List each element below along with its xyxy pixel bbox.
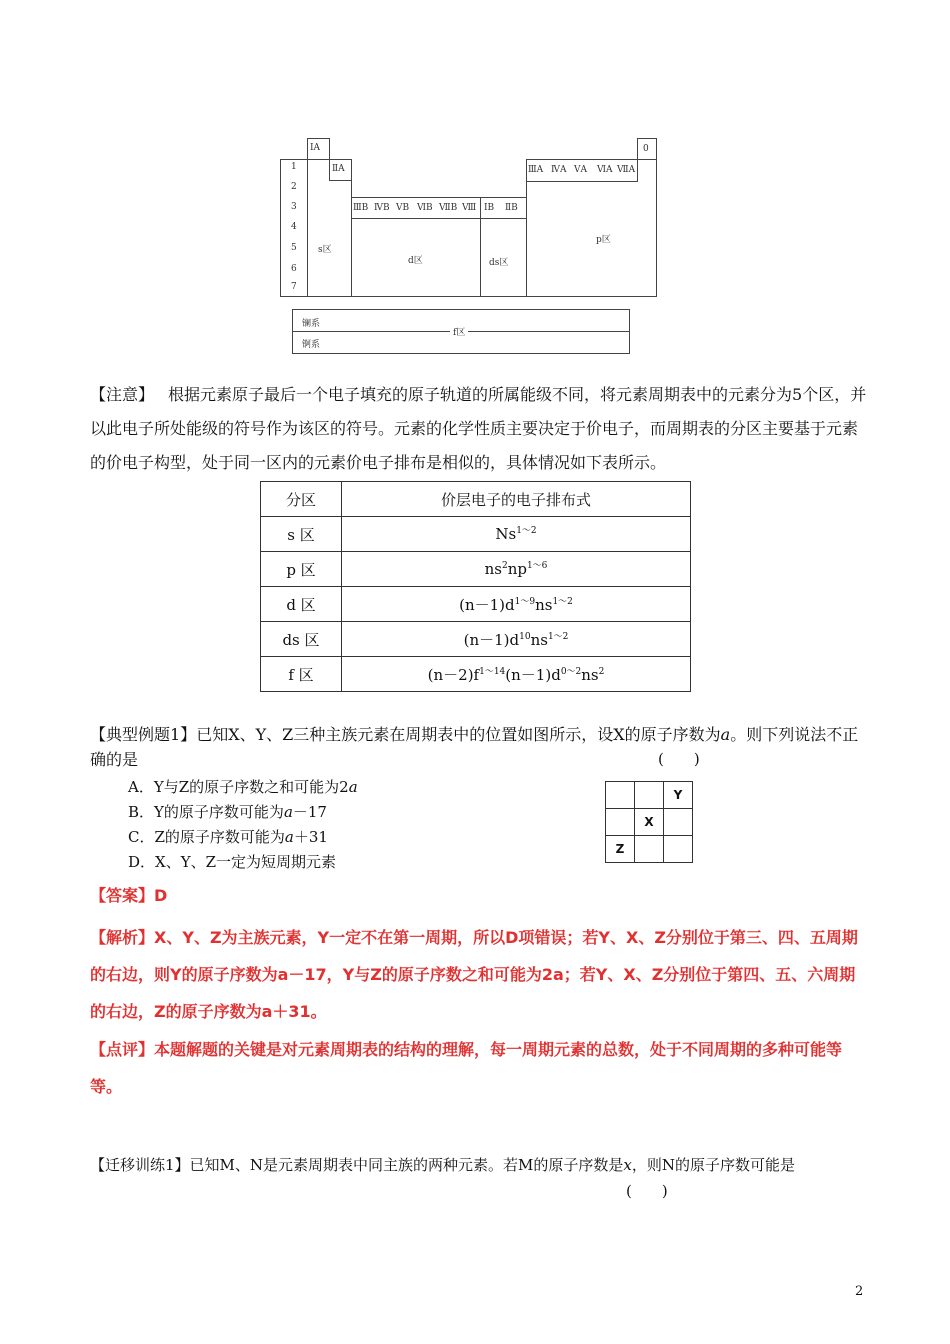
- answer-value: D: [154, 886, 168, 905]
- example-tag: 【典型例题1】: [90, 725, 197, 744]
- table-header-row: [261, 482, 691, 517]
- grid-cell: [664, 809, 693, 836]
- block-cell: ds 区: [261, 622, 342, 657]
- group-label: 0: [643, 144, 649, 154]
- config-cell: $Ns^{1\sim 2}$: [342, 517, 691, 552]
- group-label: ⅢB: [353, 203, 369, 213]
- table-row: [261, 622, 691, 657]
- analysis-paragraph: [90, 919, 870, 1030]
- group-label: ⅦA: [617, 165, 636, 175]
- block-cell: f 区: [261, 657, 342, 692]
- analysis-tag: 【解析】: [90, 928, 155, 947]
- note-text: 根据元素原子最后一个电子填充的原子轨道的所属能级不同，将元素周期表中的元素分为5个区，并以此电子所处能级的符号作为该区的符号。元素的化学性质主要决定于价电子，而周期表的分区主要基于元素的价电子构型，处于同一区内的元素价电子排布是相似的，具体情况如下表所示。: [90, 385, 867, 472]
- transfer-parentheses: ( ): [626, 1182, 668, 1200]
- grid-cell: [635, 836, 664, 863]
- period-label: 6: [291, 264, 297, 274]
- example-stem: 【典型例题1】已知X、Y、Z三种主族元素在周期表中的位置如图所示，设X的原子序数为a。则下列说法不正确的是: [90, 725, 859, 769]
- period-label: 5: [291, 243, 297, 253]
- table-row: [261, 517, 691, 552]
- option-d: D．X、Y、Z一定为短周期元素: [128, 853, 337, 871]
- answer-line: [90, 883, 167, 906]
- config-cell: $(n-1)d^{1\sim 9}ns^{1\sim 2}$: [342, 587, 691, 622]
- table-row: [261, 587, 691, 622]
- comment-paragraph: [90, 1031, 870, 1105]
- group-label: ⅣB: [374, 203, 390, 213]
- actinides-label: 锕系: [302, 340, 321, 350]
- transfer-stem: 【迁移训练1】已知M、N是元素周期表中同主族的两种元素。若M的原子序数是x，则N的原子序数可能是: [90, 1156, 796, 1174]
- s-block-label: s区: [318, 245, 332, 255]
- group-label: ⅠA: [310, 143, 321, 153]
- period-label: 2: [291, 182, 297, 192]
- grid-cell: [664, 836, 693, 863]
- group-label: ⅥB: [417, 203, 433, 213]
- f-block-label: f区: [450, 325, 468, 338]
- ds-block-label: ds区: [489, 258, 509, 268]
- block-cell: s 区: [261, 517, 342, 552]
- period-label: 1: [291, 162, 297, 172]
- note-tag: 【注意】: [90, 385, 155, 404]
- page-number: 2: [855, 1284, 864, 1299]
- group-label: Ⅷ: [462, 203, 477, 213]
- grid-cell: [635, 782, 664, 809]
- option-c: C．Z的原子序数可能为a＋31: [128, 828, 328, 846]
- grid-cell: Y: [664, 782, 693, 809]
- xyz-position-grid: [605, 781, 693, 863]
- option-a: A．Y与Z的原子序数之和可能为2a: [128, 778, 358, 796]
- group-label: ⅢA: [528, 165, 544, 175]
- note-paragraph: [90, 378, 870, 480]
- period-label: 7: [291, 282, 297, 292]
- period-label: 4: [291, 222, 297, 232]
- group-label: ⅥA: [597, 165, 613, 175]
- table-row: [261, 552, 691, 587]
- group-label: ⅤB: [396, 203, 410, 213]
- grid-cell: Z: [606, 836, 635, 863]
- group-label: ⅦB: [439, 203, 458, 213]
- variable-a: a: [720, 725, 731, 744]
- comment-text: 本题解题的关键是对元素周期表的结构的理解，每一周期元素的总数，处于不同周期的多种可能等等。: [90, 1040, 843, 1096]
- group-label: ⅣA: [551, 165, 567, 175]
- table-row: [261, 657, 691, 692]
- config-table: [260, 481, 691, 692]
- analysis-text: X、Y、Z为主族元素，Y一定不在第一周期，所以D项错误；若Y、X、Z分别位于第三、四、五周期的右边，则Y的原子序数为a－17，Y与Z的原子序数之和可能为2a；若Y、X、Z分别位于第四、五、六周期的右边，Z的原子序数为a＋31。: [90, 928, 858, 1021]
- transfer-tag: 【迁移训练1】: [90, 1156, 190, 1174]
- group-label: ⅡA: [332, 164, 345, 174]
- d-block-label: d区: [408, 256, 423, 266]
- table-header: 分区: [261, 482, 342, 517]
- block-cell: p 区: [261, 552, 342, 587]
- grid-cell: [606, 809, 635, 836]
- comment-tag: 【点评】: [90, 1040, 155, 1059]
- config-cell: $(n-1)d^{10}ns^{1\sim 2}$: [342, 622, 691, 657]
- p-block-label: p区: [596, 235, 611, 245]
- group-label: ⅡB: [505, 203, 518, 213]
- option-b: B．Y的原子序数可能为a－17: [128, 803, 327, 821]
- period-label: 3: [291, 202, 297, 212]
- variable-x: x: [623, 1156, 632, 1174]
- answer-parentheses: ( ): [658, 750, 700, 768]
- answer-tag: 【答案】: [90, 886, 155, 905]
- group-label: ⅤA: [574, 165, 587, 175]
- lanthanides-label: 镧系: [302, 319, 321, 329]
- config-cell: $(n-2)f^{1\sim 14}(n-1)d^{0\sim 2}ns^2$: [342, 657, 691, 692]
- group-label: ⅠB: [484, 203, 495, 213]
- block-cell: d 区: [261, 587, 342, 622]
- grid-cell: X: [635, 809, 664, 836]
- grid-cell: [606, 782, 635, 809]
- config-cell: $ns^2np^{1\sim 6}$: [342, 552, 691, 587]
- table-header: 价层电子的电子排布式: [342, 482, 691, 517]
